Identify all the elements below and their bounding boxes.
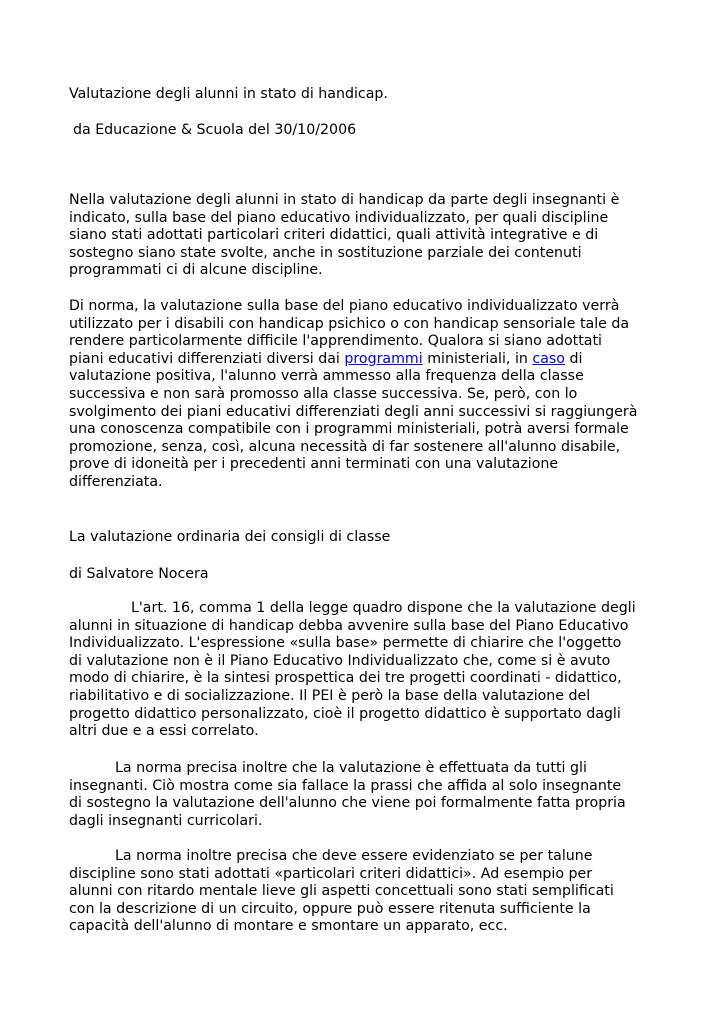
paragraph-criteria [69, 848, 614, 936]
text-line: capacità dell'alunno di montare e smontare un apparato, ecc. [69, 918, 508, 935]
text-line: svolgimento dei piani educativi differenziati degli anni successivi si raggiungerà [69, 403, 638, 420]
section-title: La valutazione ordinaria dei consigli di classe [69, 529, 391, 545]
text-line: indicato, sulla base del piano educativo individualizzato, per quali discipline [69, 209, 609, 226]
text-line: La norma inoltre precisa che deve essere evidenziato se per talune [115, 848, 593, 864]
paragraph-all-teachers [69, 760, 626, 830]
text-line: programmati ci di alcune discipline. [69, 262, 323, 279]
text-line: Di norma, la valutazione sulla base del piano educativo individualizzato verrà [69, 298, 620, 314]
text-line: sostegno siano state svolte, anche in sostituzione parziale dei contenuti [69, 244, 582, 261]
text-line: di sostegno la valutazione dell'alunno che viene poi formalmente fatta propria [69, 795, 626, 812]
text-line: alunni con ritardo mentale lieve gli aspetti concettuali sono stati semplificati [69, 883, 614, 900]
paragraph-intro [69, 192, 619, 280]
text-line: di valutazione non è il Piano Educativo Individualizzato che, come si è avuto [69, 652, 611, 669]
text-line: altri due e a essi correlato. [69, 723, 259, 740]
text-line: rendere particolarmente difficile l'apprendimento. Qualora si siano adottati [69, 333, 602, 350]
text-fragment: ministeriali, in [422, 350, 533, 367]
text-line-with-links [69, 351, 637, 369]
text-line: riabilitativo e di socializzazione. Il PEI è però la base della valutazione del [69, 687, 591, 704]
text-line: promozione, senza, così, alcuna necessità di far sostenere all'alunno disabile, [69, 438, 621, 455]
paragraph-norm [69, 298, 637, 492]
text-line: siano stati adottati particolari criteri didattici, quali attività integrative e di [69, 227, 599, 244]
source-line: da Educazione & Scuola del 30/10/2006 [73, 122, 357, 138]
text-fragment: di [564, 350, 583, 367]
author-line: di Salvatore Nocera [69, 566, 209, 582]
text-line: La norma precisa inoltre che la valutazione è effettuata da tutti gli [115, 760, 587, 776]
caso-link[interactable]: caso [532, 350, 565, 367]
text-line: L'art. 16, comma 1 della legge quadro dispone che la valutazione degli [131, 600, 636, 616]
text-line: Individualizzato. L'espressione «sulla base» permette di chiarire che l'oggetto [69, 635, 622, 652]
programmi-link[interactable]: programmi [344, 350, 423, 367]
paragraph-article-16 [69, 600, 636, 741]
text-line: alunni in situazione di handicap debba avvenire sulla base del Piano Educativo [69, 617, 629, 634]
text-line: progetto didattico personalizzato, cioè il progetto didattico è supportato dagli [69, 705, 621, 722]
document-title: Valutazione degli alunni in stato di handicap. [69, 86, 388, 102]
text-line: una conoscenza compatibile con i programmi ministeriali, potrà aversi formale [69, 421, 629, 438]
text-line: insegnanti. Ciò mostra come sia fallace la prassi che affida al solo insegnante [69, 777, 622, 794]
text-line: Nella valutazione degli alunni in stato di handicap da parte degli insegnanti è [69, 192, 620, 208]
text-line: differenziata. [69, 473, 163, 490]
text-line: successiva e non sarà promosso alla classe successiva. Se, però, con lo [69, 385, 578, 402]
text-line: prove di idoneità per i precedenti anni terminati con una valutazione [69, 456, 559, 473]
text-line: utilizzato per i disabili con handicap psichico o con handicap sensoriale tale da [69, 315, 630, 332]
text-line: dagli insegnanti curricolari. [69, 812, 263, 829]
text-line: discipline sono stati adottati «particolari criteri didattici». Ad esempio per [69, 865, 593, 882]
text-line: con la descrizione di un circuito, oppure può essere ritenuta sufficiente la [69, 900, 591, 917]
text-fragment: piani educativi differenziati diversi dai [69, 350, 345, 367]
text-line: modo di chiarire, è la sintesi prospettica dei tre progetti coordinati - didattico, [69, 670, 622, 687]
text-line: valutazione positiva, l'alunno verrà ammesso alla frequenza della classe [69, 368, 584, 385]
